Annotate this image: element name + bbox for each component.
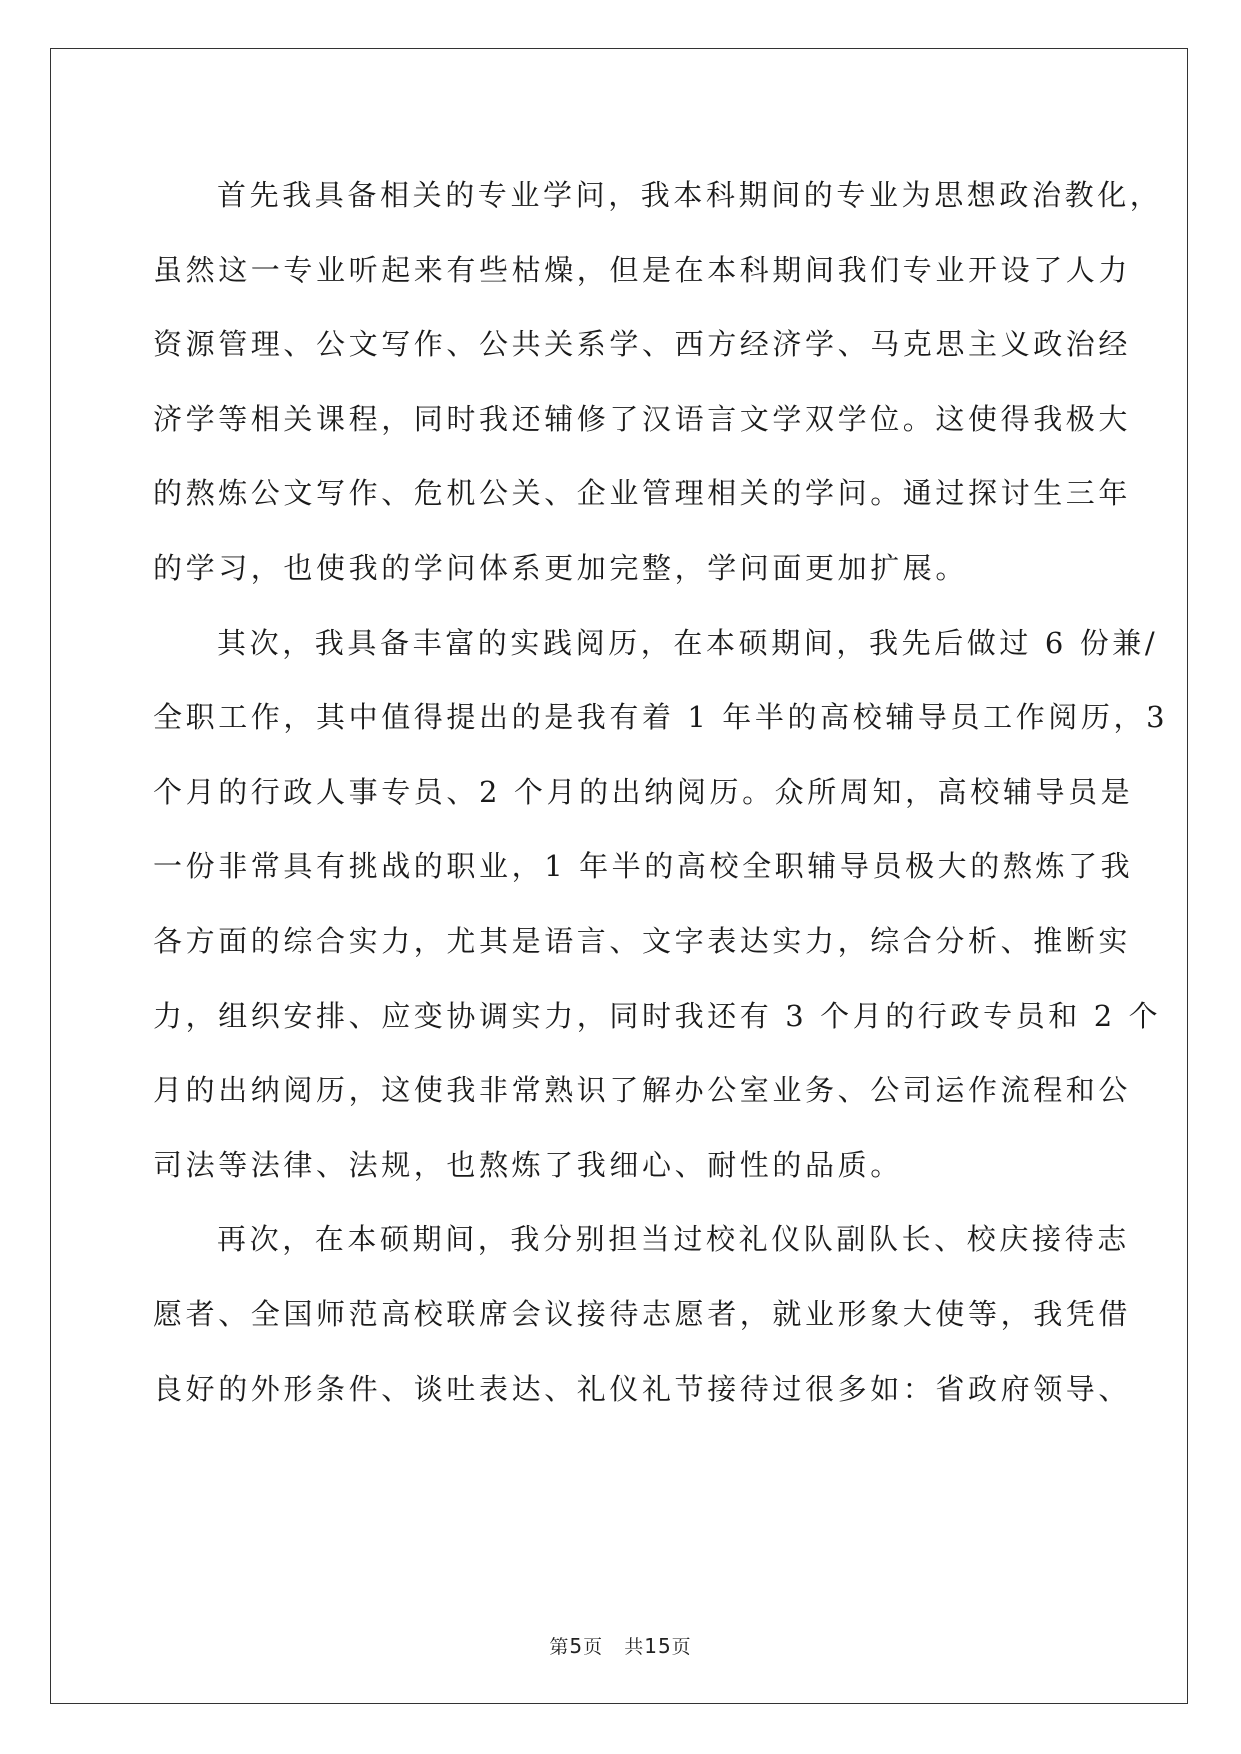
- page-footer: [0, 1632, 1241, 1659]
- paragraph-2-line-1: 其次，我具备丰富的实践阅历，在本硕期间，我先后做过 6 份兼/: [217, 625, 1159, 660]
- paragraph-2-line-5: 各方面的综合实力，尤其是语言、文字表达实力，综合分析、推断实: [153, 923, 1132, 958]
- paragraph-1-line-2: 虽然这一专业听起来有些枯燥，但是在本科期间我们专业开设了人力: [153, 252, 1132, 287]
- paragraph-1-line-5: 的熬炼公文写作、危机公关、企业管理相关的学问。通过探讨生三年: [153, 476, 1132, 511]
- paragraph-2-line-2: 全职工作，其中值得提出的是我有着 1 年半的高校辅导员工作阅历，3: [153, 700, 1169, 735]
- footer-page-suffix: 页: [583, 1636, 604, 1658]
- footer-total-suffix: 页: [671, 1636, 692, 1658]
- document-body: [153, 168, 1169, 1436]
- paragraph-3-line-2: 愿者、全国师范高校联席会议接待志愿者，就业形象大使等，我凭借: [153, 1296, 1132, 1331]
- footer-page-prefix: 第: [549, 1636, 570, 1658]
- paragraph-2-line-7: 月的出纳阅历，这使我非常熟识了解办公室业务、公司运作流程和公: [153, 1073, 1132, 1108]
- paragraph-2-line-8: 司法等法律、法规，也熬炼了我细心、耐性的品质。: [153, 1147, 903, 1182]
- footer-total-pages: 15: [644, 1634, 672, 1658]
- paragraph-2-line-3: 个月的行政人事专员、2 个月的出纳阅历。众所周知，高校辅导员是: [153, 774, 1134, 809]
- paragraph-1-line-3: 资源管理、公文写作、公共关系学、西方经济学、马克思主义政治经: [153, 327, 1132, 362]
- paragraph-1-line-1: 首先我具备相关的专业学问，我本科期间的专业为思想政治教化，: [217, 178, 1163, 212]
- paragraph-1-line-4: 济学等相关课程，同时我还辅修了汉语言文学双学位。这使得我极大: [153, 401, 1132, 436]
- paragraph-2-line-6: 力，组织安排、应变协调实力，同时我还有 3 个月的行政专员和 2 个: [153, 998, 1162, 1033]
- paragraph-3-line-3: 良好的外形条件、谈吐表达、礼仪礼节接待过很多如：省政府领导、: [153, 1371, 1132, 1406]
- paragraph-1-line-6: 的学习，也使我的学问体系更加完整，学问面更加扩展。: [153, 550, 969, 585]
- footer-page-number: 5: [569, 1634, 584, 1658]
- paragraph-2-line-4: 一份非常具有挑战的职业，1 年半的高校全职辅导员极大的熬炼了我: [153, 849, 1134, 884]
- footer-total-prefix: 共: [624, 1636, 645, 1658]
- paragraph-3-line-1: 再次，在本硕期间，我分别担当过校礼仪队副队长、校庆接待志: [217, 1222, 1130, 1257]
